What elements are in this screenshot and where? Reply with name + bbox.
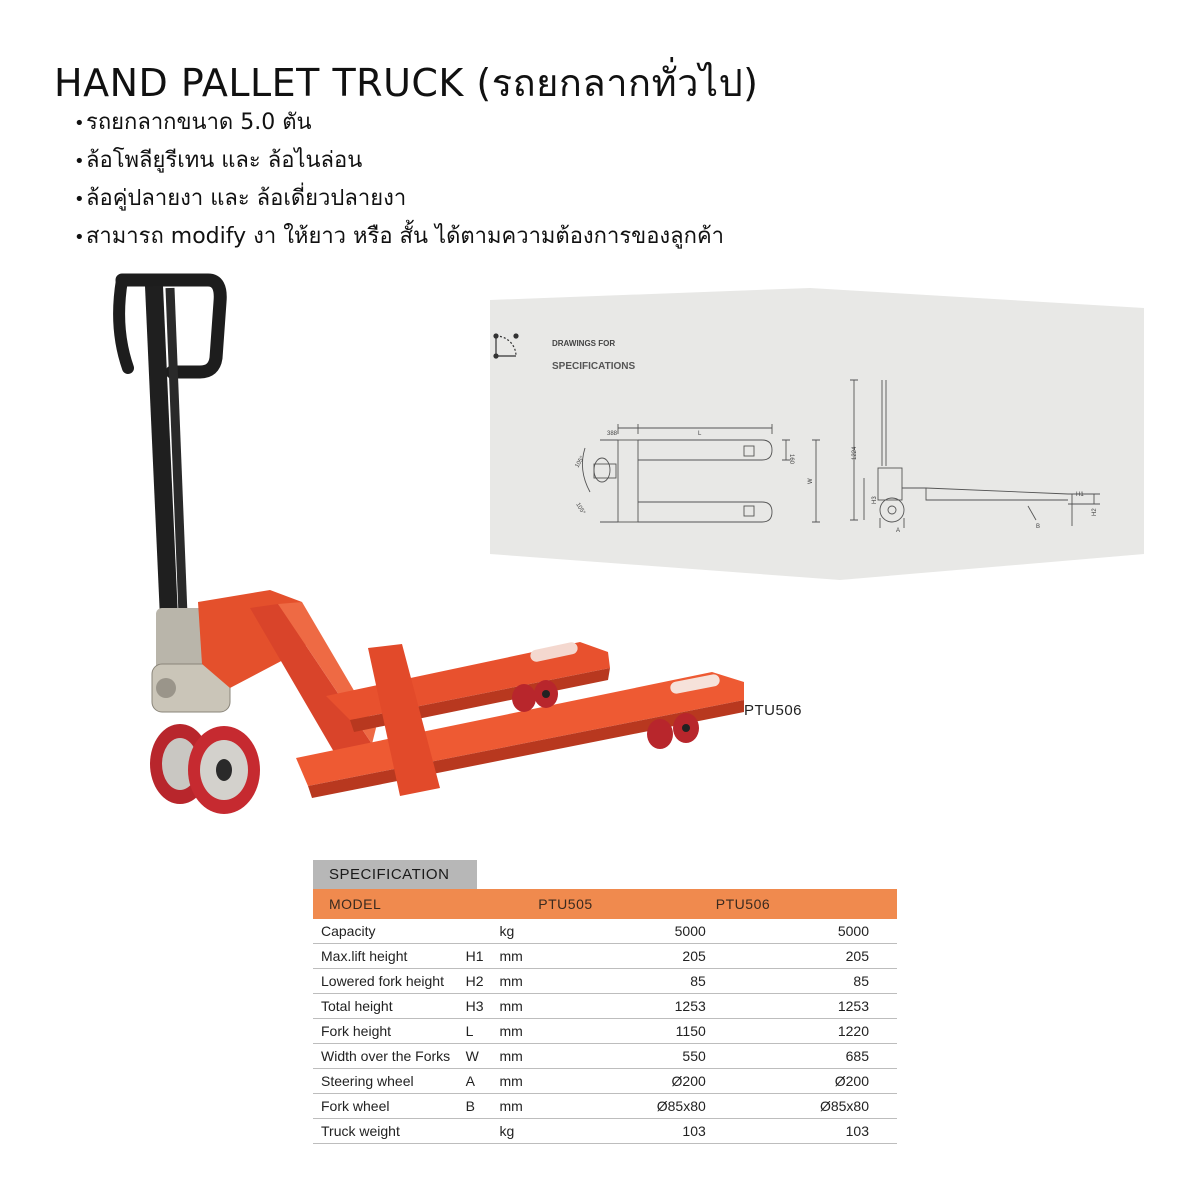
spec-unit-cell: mm: [499, 1069, 538, 1094]
spec-unit-cell: mm: [499, 944, 538, 969]
spec-value-ptu506: 1253: [716, 994, 897, 1019]
bullet-icon: •: [74, 227, 85, 248]
header-model: MODEL: [313, 889, 466, 919]
spec-name-cell: Steering wheel: [313, 1069, 466, 1094]
table-row: [313, 944, 897, 969]
spec-name-cell: Fork height: [313, 1019, 466, 1044]
drawing-heading-1: DRAWINGS FOR: [552, 339, 616, 348]
spec-value-ptu505: 205: [538, 944, 716, 969]
spec-value-ptu506: Ø200: [716, 1069, 897, 1094]
spec-value-ptu505: 5000: [538, 919, 716, 944]
dim-160: 160: [788, 454, 794, 465]
dim-W: W: [808, 478, 814, 484]
table-row: [313, 1094, 897, 1119]
dim-1224: 1224: [852, 446, 858, 460]
spec-name-cell: Max.lift height: [313, 944, 466, 969]
spec-symbol-cell: [466, 1119, 500, 1144]
feature-item: [74, 104, 724, 142]
bullet-icon: •: [74, 113, 85, 134]
table-row: [313, 994, 897, 1019]
dim-A: A: [896, 528, 901, 534]
feature-list: [74, 104, 724, 256]
feature-item: [74, 180, 724, 218]
specification-tab: SPECIFICATION: [313, 860, 477, 889]
header-blank: [499, 889, 538, 919]
spec-value-ptu506: 205: [716, 944, 897, 969]
table-header-row: [313, 889, 897, 919]
spec-symbol-cell: L: [466, 1019, 500, 1044]
pallet-truck-image: [100, 268, 760, 828]
dim-angle-lower: 105°: [574, 502, 586, 516]
dim-angle-upper: 105°: [574, 455, 586, 469]
feature-text: สามารถ modify งา ให้ยาว หรือ สั้น ได้ตามความต้องการของลูกค้า: [86, 224, 725, 249]
header-model-2: PTU506: [716, 889, 897, 919]
table-row: [313, 1119, 897, 1144]
header-blank: [466, 889, 500, 919]
table-row: [313, 1044, 897, 1069]
spec-name-cell: Lowered fork height: [313, 969, 466, 994]
bullet-icon: •: [74, 189, 85, 210]
table-row: [313, 1019, 897, 1044]
dim-H2: H2: [1092, 508, 1098, 516]
specification-table: [313, 889, 897, 1144]
spec-value-ptu505: Ø85x80: [538, 1094, 716, 1119]
bullet-icon: •: [74, 151, 85, 172]
truck-chassis: [198, 590, 744, 798]
spec-value-ptu505: Ø200: [538, 1069, 716, 1094]
feature-text: รถยกลากขนาด 5.0 ตัน: [86, 110, 312, 135]
spec-name-cell: Truck weight: [313, 1119, 466, 1144]
spec-unit-cell: kg: [499, 919, 538, 944]
spec-value-ptu505: 550: [538, 1044, 716, 1069]
spec-symbol-cell: H3: [466, 994, 500, 1019]
spec-value-ptu506: 103: [716, 1119, 897, 1144]
spec-unit-cell: mm: [499, 1019, 538, 1044]
header-model-1: PTU505: [538, 889, 716, 919]
feature-item: [74, 142, 724, 180]
page-title: HAND PALLET TRUCK (รถยกลากทั่วไป): [54, 61, 759, 105]
spec-value-ptu505: 1150: [538, 1019, 716, 1044]
spec-unit-cell: kg: [499, 1119, 538, 1144]
feature-item: [74, 218, 724, 256]
spec-value-ptu506: 85: [716, 969, 897, 994]
spec-value-ptu505: 103: [538, 1119, 716, 1144]
dim-L: L: [698, 431, 702, 437]
feature-text: ล้อโพลียูรีเทน และ ล้อไนล่อน: [86, 148, 363, 173]
spec-symbol-cell: [466, 919, 500, 944]
table-body: [313, 919, 897, 1144]
spec-unit-cell: mm: [499, 994, 538, 1019]
spec-value-ptu505: 1253: [538, 994, 716, 1019]
spec-value-ptu506: 685: [716, 1044, 897, 1069]
drawing-heading-2: SPECIFICATIONS: [552, 361, 636, 372]
spec-symbol-cell: A: [466, 1069, 500, 1094]
dim-388: 388: [607, 431, 618, 437]
table-row: [313, 919, 897, 944]
spec-unit-cell: mm: [499, 1044, 538, 1069]
spec-value-ptu506: 5000: [716, 919, 897, 944]
spec-value-ptu506: 1220: [716, 1019, 897, 1044]
steering-wheels: [150, 724, 260, 814]
feature-text: ล้อคู่ปลายงา และ ล้อเดี่ยวปลายงา: [86, 186, 407, 211]
specification-section: [313, 860, 897, 1144]
truck-handle: [119, 280, 220, 640]
table-row: [313, 1069, 897, 1094]
spec-name-cell: Fork wheel: [313, 1094, 466, 1119]
spec-unit-cell: mm: [499, 969, 538, 994]
dim-H1: H1: [1076, 492, 1084, 498]
spec-name-cell: Total height: [313, 994, 466, 1019]
spec-name-cell: Width over the Forks: [313, 1044, 466, 1069]
dim-H3: H3: [872, 496, 878, 504]
spec-symbol-cell: H2: [466, 969, 500, 994]
spec-symbol-cell: B: [466, 1094, 500, 1119]
dim-B: B: [1036, 524, 1041, 530]
spec-name-cell: Capacity: [313, 919, 466, 944]
spec-value-ptu505: 85: [538, 969, 716, 994]
table-row: [313, 969, 897, 994]
spec-symbol-cell: W: [466, 1044, 500, 1069]
product-model-label: PTU506: [744, 702, 803, 719]
spec-value-ptu506: Ø85x80: [716, 1094, 897, 1119]
spec-symbol-cell: H1: [466, 944, 500, 969]
spec-unit-cell: mm: [499, 1094, 538, 1119]
